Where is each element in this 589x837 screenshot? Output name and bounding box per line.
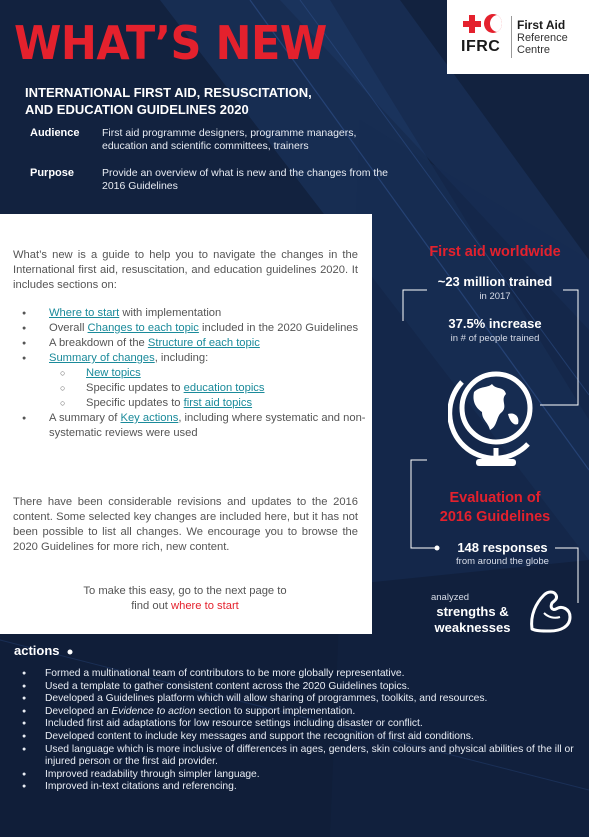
logo-line-1: First Aid — [517, 18, 566, 32]
item-text: Specific updates to — [86, 397, 184, 409]
actions-list — [22, 668, 577, 794]
audience-label: Audience — [30, 127, 80, 139]
revisions-paragraph: There have been considerable revisions and updates to the 2016 content. Some selected key changes are included here, but it has not been possible to list all changes. We encourage you to browse the 2020 Guidelines for more rich, new content. — [13, 496, 358, 553]
audience-text — [102, 127, 442, 153]
action-item: ● Improved readability through simpler language. — [22, 769, 577, 782]
logo-org: IFRC — [461, 38, 501, 55]
intro-paragraph: What’s new is a guide to help you to navigate the changes in the International first aid, resuscitation, and education guidelines 2020. It includes sections on: — [13, 249, 358, 291]
analyzed-caption: analyzed — [430, 592, 470, 603]
action-item: ● Included first aid adaptations for low resource settings including disaster or conflict. — [22, 718, 577, 731]
logo-divider — [511, 16, 512, 58]
list-subitem — [22, 366, 367, 381]
red-crescent-icon — [484, 14, 502, 33]
item-text: , including: — [154, 352, 209, 364]
trained-stat: ~23 million trained — [437, 274, 553, 289]
first-aid-topics-link[interactable]: first aid topics — [183, 397, 253, 409]
summary-of-changes-link[interactable]: Summary of changes — [49, 352, 155, 364]
purpose-text — [102, 167, 442, 193]
increase-stat: 37.5% increase — [448, 316, 542, 331]
logo-line-2: Reference — [517, 32, 568, 44]
responses-caption: from around the globe — [456, 556, 549, 567]
subtitle-line-1: INTERNATIONAL FIRST AID, RESUSCITATION, — [25, 85, 312, 100]
note-line-1: To make this easy, go to the next page to — [83, 585, 287, 597]
list-subitem — [22, 381, 367, 396]
responses-stat: 148 responses — [457, 540, 548, 555]
note-prefix: find out — [131, 600, 172, 612]
action-item: ● Formed a multinational team of contributors to be more globally representative. — [22, 668, 577, 681]
action-item: ● Developed a Guidelines platform which will allow sharing of programmes, toolkits, and resources. — [22, 693, 577, 706]
audience-line-2: education and scientific committees, trainers — [102, 140, 309, 152]
ifrc-logo — [447, 0, 589, 74]
first-aid-worldwide-heading: First aid worldwide — [429, 244, 561, 260]
action-item — [22, 706, 577, 719]
list-subitem — [22, 396, 367, 411]
action-text: Developed an — [45, 705, 112, 717]
actions-heading: actions — [14, 643, 60, 658]
actions-dot-icon — [66, 648, 76, 656]
purpose-line-2: 2016 Guidelines — [102, 180, 178, 192]
list-item — [22, 306, 367, 321]
item-text: included in the 2020 Guidelines — [198, 322, 359, 334]
trained-year: in 2017 — [479, 291, 511, 302]
list-item — [22, 321, 367, 336]
globe-icon — [448, 360, 542, 472]
key-actions-link[interactable]: Key actions — [120, 412, 179, 424]
list-item — [22, 336, 367, 351]
education-topics-link[interactable]: education topics — [183, 382, 265, 394]
action-text: section to support implementation. — [195, 705, 356, 717]
action-item: ● Used language which is more inclusive of differences in ages, genders, skin colours and physical abilities of the ill or injured person or the first aid provider. — [22, 744, 577, 769]
evaluation-heading-line-2: 2016 Guidelines — [439, 509, 551, 525]
strengths-line: strengths & — [436, 604, 509, 619]
where-to-start-highlight[interactable]: where to start — [171, 600, 239, 612]
logo-line-3: Centre — [517, 44, 551, 56]
structure-of-each-topic-link[interactable]: Structure of each topic — [147, 337, 260, 349]
purpose-label: Purpose — [30, 167, 75, 179]
evaluation-heading-line-1: Evaluation of — [449, 490, 541, 506]
item-text: with implementation — [119, 307, 222, 319]
audience-line-1: First aid programme designers, programme managers, — [102, 127, 357, 139]
next-page-note — [60, 584, 310, 614]
note-line-2 — [60, 599, 310, 614]
evaluation-heading — [410, 489, 580, 527]
list-item — [22, 351, 367, 366]
action-item: ● Used a template to gather consistent content across the 2020 Guidelines topics. — [22, 681, 577, 694]
purpose-line-1: Provide an overview of what is new and the changes from the — [102, 167, 388, 179]
item-text: Specific updates to — [86, 382, 184, 394]
new-topics-link[interactable]: New topics — [86, 367, 141, 379]
sections-list — [22, 306, 367, 441]
list-item — [22, 411, 367, 441]
subtitle-line-2: AND EDUCATION GUIDELINES 2020 — [25, 102, 249, 117]
increase-caption: in # of people trained — [450, 333, 540, 344]
changes-to-each-topic-link[interactable]: Changes to each topic — [87, 322, 199, 334]
flexed-arm-icon — [526, 585, 574, 635]
item-text: Overall — [49, 322, 88, 334]
action-item: ● Improved in-text citations and referencing. — [22, 781, 577, 794]
page-title: WHAT’S NEW — [14, 17, 327, 72]
document-subtitle — [25, 84, 385, 118]
item-text: A breakdown of the — [49, 337, 148, 349]
where-to-start-link[interactable]: Where to start — [49, 307, 120, 319]
weaknesses-line: weaknesses — [434, 620, 511, 635]
item-text: , including where systematic and non-systematic reviews were used — [49, 412, 366, 439]
red-cross-icon — [463, 15, 481, 33]
action-italic-text: Evidence to action — [111, 705, 196, 717]
strengths-weaknesses-stat — [420, 604, 525, 636]
item-text: A summary of — [49, 412, 121, 424]
action-item: ● Developed content to include key messages and support the recognition of first aid conditions. — [22, 731, 577, 744]
